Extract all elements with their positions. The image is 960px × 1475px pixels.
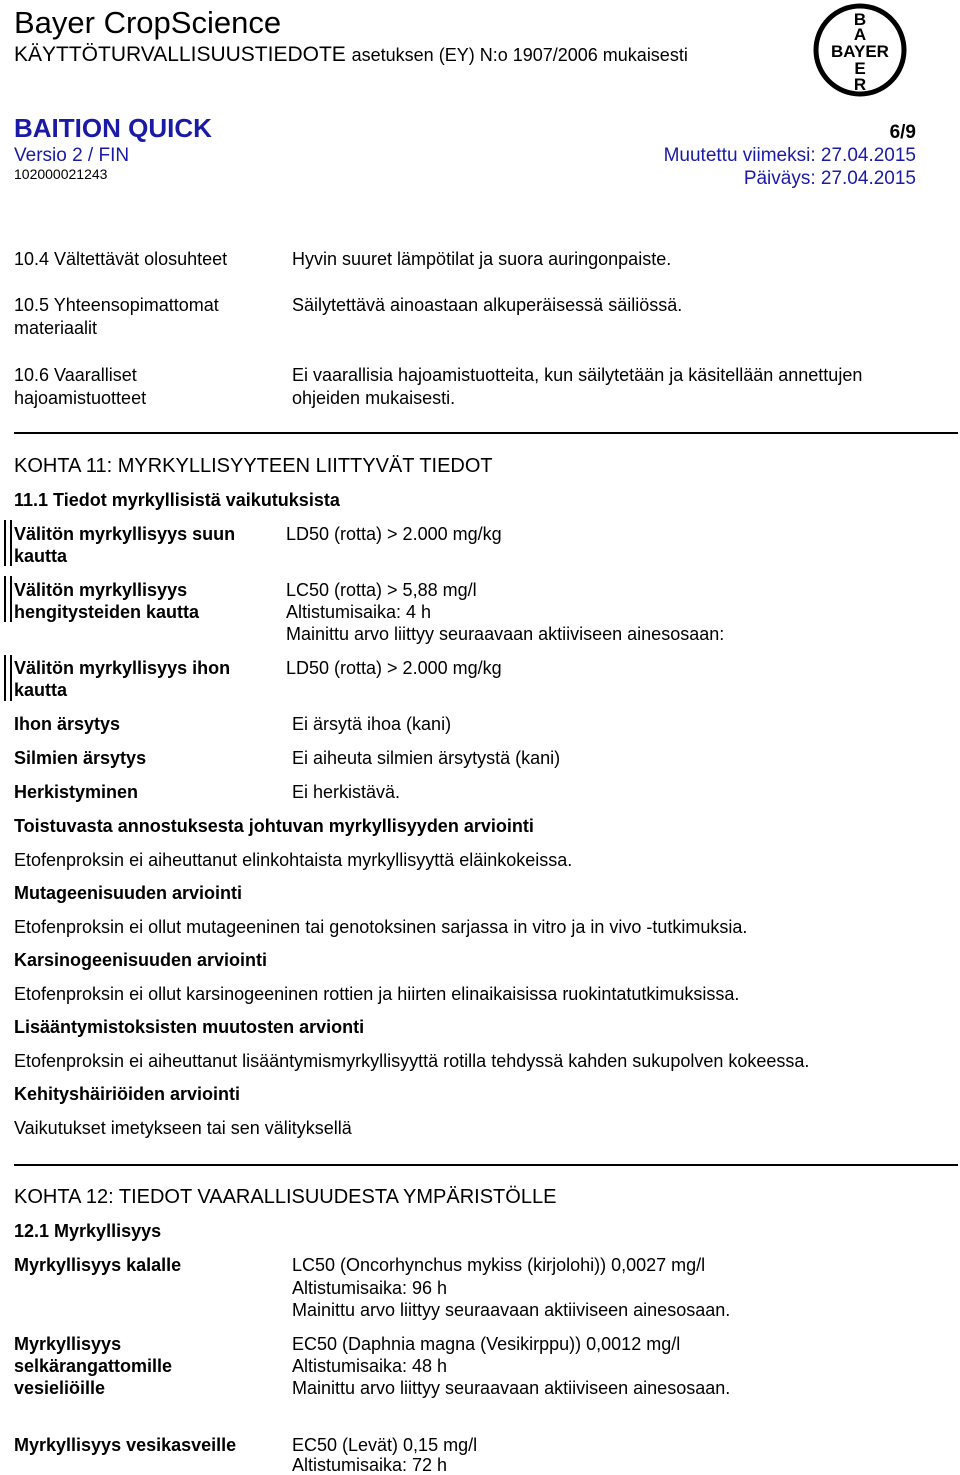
label-inhalation-toxicity: Välitön myrkyllisyys — [14, 580, 188, 600]
change-bar — [4, 576, 6, 622]
section-11-title: KOHTA 11: MYRKYLLISYYTEEN LIITTYVÄT TIEDOT — [14, 455, 493, 477]
text-reproductive-toxicity: Etofenproksin ei aiheuttanut lisääntymismyrkyllisyyttä rotilla tehdyssä kahden sukupolven kokeessa. — [14, 1051, 810, 1071]
logo-letter-r: R — [853, 75, 867, 94]
page-number: 6/9 — [889, 122, 916, 143]
document-number: 102000021243 — [14, 166, 108, 182]
change-bar — [10, 655, 12, 701]
heading-carcinogenicity: Karsinogeenisuuden arviointi — [14, 950, 268, 970]
bayer-logo — [812, 2, 908, 98]
heading-mutagenicity: Mutageenisuuden arviointi — [14, 883, 243, 903]
value-eye-irritation: Ei aiheuta silmien ärsytystä (kani) — [292, 748, 561, 768]
logo-word-bayer: BAYER — [831, 42, 889, 61]
label-fish-toxicity: Myrkyllisyys kalalle — [14, 1255, 182, 1275]
document-type — [14, 42, 688, 68]
text-carcinogenicity: Etofenproksin ei ollut karsinogeeninen rottien ja hiirten elinaikaisissa ruokintatutkimuksissa. — [14, 984, 740, 1004]
logo-letter-a: A — [853, 25, 867, 44]
section-12-1-title: 12.1 Myrkyllisyys — [14, 1221, 162, 1241]
value-inhalation-toxicity: LC50 (rotta) > 5,88 mg/l — [286, 580, 477, 600]
label-decomposition-products: 10.6 Vaaralliset — [14, 365, 137, 385]
label-decomposition-products-2: hajoamistuotteet — [14, 388, 147, 408]
company-name: Bayer CropScience — [14, 5, 282, 40]
label-eye-irritation: Silmien ärsytys — [14, 748, 147, 768]
product-name: BAITION QUICK — [14, 113, 212, 143]
section-11-1-title: 11.1 Tiedot myrkyllisistä vaikutuksista — [14, 490, 340, 510]
section-divider — [14, 432, 958, 434]
label-aquatic-plant-toxicity: Myrkyllisyys vesikasveille — [14, 1435, 237, 1455]
change-bar — [4, 655, 6, 701]
label-invertebrate-toxicity-2: selkärangattomille — [14, 1356, 173, 1376]
text-developmental-toxicity: Vaikutukset imetykseen tai sen välityksellä — [14, 1118, 352, 1138]
value-invertebrate-toxicity: EC50 (Daphnia magna (Vesikirppu)) 0,0012 mg/l — [292, 1334, 681, 1354]
value-dermal-toxicity: LD50 (rotta) > 2.000 mg/kg — [286, 658, 502, 678]
value-aquatic-plant-toxicity: EC50 (Levät) 0,15 mg/l — [292, 1435, 478, 1455]
label-oral-toxicity: Välitön myrkyllisyys suun — [14, 524, 236, 544]
document-type-main: KÄYTTÖTURVALLISUUSTIEDOTE — [14, 43, 346, 66]
label-dermal-toxicity-2: kautta — [14, 680, 68, 700]
label-skin-irritation: Ihon ärsytys — [14, 714, 121, 734]
heading-repeated-dose: Toistuvasta annostuksesta johtuvan myrkyllisyyden arviointi — [14, 816, 534, 836]
label-oral-toxicity-2: kautta — [14, 546, 68, 566]
value-incompatible-materials: Säilytettävä ainoastaan alkuperäisessä säiliössä. — [292, 295, 683, 315]
label-inhalation-toxicity-2: hengitysteiden kautta — [14, 602, 200, 622]
document-type-sub: asetuksen (EY) N:o 1907/2006 mukaisesti — [351, 45, 688, 65]
label-invertebrate-toxicity-3: vesieliöille — [14, 1378, 106, 1398]
logo-letter-e: E — [854, 59, 866, 78]
value-fish-exposure: Altistumisaika: 96 h — [292, 1278, 448, 1298]
value-invertebrate-exposure: Altistumisaika: 48 h — [292, 1356, 448, 1376]
value-decomposition-products: Ei vaarallisia hajoamistuotteita, kun säilytetään ja käsitellään annettujen — [292, 365, 863, 385]
value-aquatic-plant-exposure: Altistumisaika: 72 h — [292, 1455, 448, 1475]
value-fish-note: Mainittu arvo liittyy seuraavaan aktiiviseen ainesosaan. — [292, 1300, 731, 1320]
value-skin-irritation: Ei ärsytä ihoa (kani) — [292, 714, 452, 734]
section-12-title: KOHTA 12: TIEDOT VAARALLISUUDESTA YMPÄRISTÖLLE — [14, 1186, 557, 1208]
label-avoid-conditions: 10.4 Vältettävät olosuhteet — [14, 249, 228, 269]
logo-letter-b: B — [853, 10, 867, 29]
heading-reproductive-toxicity: Lisääntymistoksisten muutosten arvionti — [14, 1017, 365, 1037]
change-bar — [10, 520, 12, 566]
value-inhalation-note: Mainittu arvo liittyy seuraavaan aktiiviseen ainesosaan: — [286, 624, 725, 644]
label-incompatible-materials: 10.5 Yhteensopimattomat — [14, 295, 219, 315]
version: Versio 2 / FIN — [14, 145, 130, 166]
section-divider — [14, 1164, 958, 1166]
change-bar — [10, 576, 12, 622]
label-invertebrate-toxicity: Myrkyllisyys — [14, 1334, 122, 1354]
label-incompatible-materials-2: materiaalit — [14, 318, 98, 338]
bayer-cross-icon — [812, 2, 908, 98]
value-sensitisation: Ei herkistävä. — [292, 782, 401, 802]
value-fish-toxicity: LC50 (Oncorhynchus mykiss (kirjolohi)) 0,0027 mg/l — [292, 1255, 706, 1275]
text-mutagenicity: Etofenproksin ei ollut mutageeninen tai genotoksinen sarjassa in vitro ja in vivo -tutkimuksia. — [14, 917, 748, 937]
text-repeated-dose: Etofenproksin ei aiheuttanut elinkohtaista myrkyllisyyttä eläinkokeissa. — [14, 850, 573, 870]
modified-date: Muutettu viimeksi: 27.04.2015 — [663, 145, 916, 166]
change-bar — [4, 520, 6, 566]
value-avoid-conditions: Hyvin suuret lämpötilat ja suora auringonpaiste. — [292, 249, 672, 269]
issue-date: Päiväys: 27.04.2015 — [743, 168, 916, 189]
value-oral-toxicity: LD50 (rotta) > 2.000 mg/kg — [286, 524, 502, 544]
heading-developmental-toxicity: Kehityshäiriöiden arviointi — [14, 1084, 241, 1104]
value-decomposition-products-2: ohjeiden mukaisesti. — [292, 388, 456, 408]
label-sensitisation: Herkistyminen — [14, 782, 139, 802]
value-invertebrate-note: Mainittu arvo liittyy seuraavaan aktiiviseen ainesosaan. — [292, 1378, 731, 1398]
label-dermal-toxicity: Välitön myrkyllisyys ihon — [14, 658, 231, 678]
value-inhalation-exposure: Altistumisaika: 4 h — [286, 602, 432, 622]
